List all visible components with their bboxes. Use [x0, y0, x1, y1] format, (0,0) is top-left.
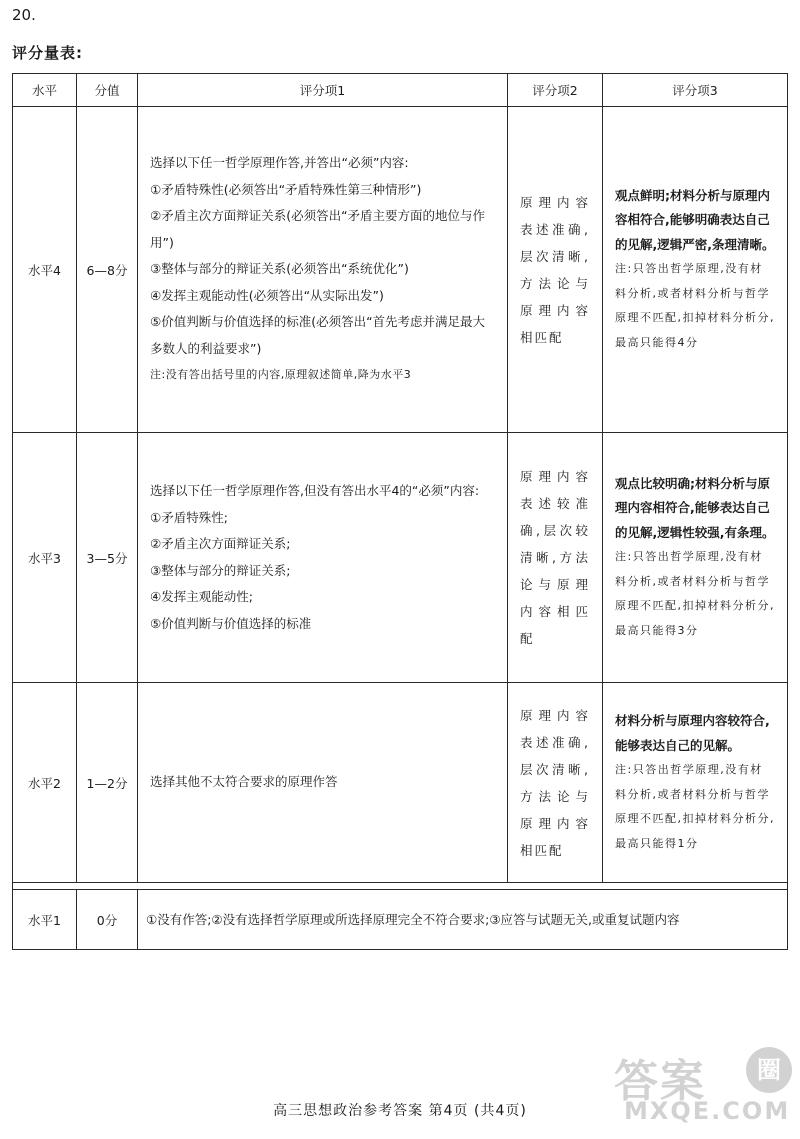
item1-cell — [138, 433, 508, 683]
score-range: 1—2分 — [77, 683, 138, 883]
table-row-level2 — [13, 683, 788, 883]
item1-cell — [138, 107, 508, 433]
rubric-subtitle: 评分量表: — [12, 44, 83, 62]
table-row-level3 — [13, 433, 788, 683]
header-level: 水平 — [13, 74, 77, 107]
item3-note: 注:只答出哲学原理,没有材料分析,或者材料分析与哲学原理不匹配,扣掉材料分析分,最高只能得1分 — [615, 763, 775, 850]
item1-line: ②矛盾主次方面辩证关系(必须答出“矛盾主要方面的地位与作用”) — [150, 208, 486, 250]
item1-line: ③整体与部分的辩证关系; — [150, 562, 291, 578]
item1-line: ③整体与部分的辩证关系(必须答出“系统优化”) — [150, 261, 409, 277]
header-item3: 评分项3 — [603, 74, 788, 107]
item1-line: ①矛盾特殊性(必须答出“矛盾特殊性第三种情形”) — [150, 181, 422, 197]
item3-main: 观点鲜明;材料分析与原理内容相符合,能够明确表达自己的见解,逻辑严密,条理清晰。 — [615, 187, 775, 252]
row-gap — [13, 883, 788, 890]
score-range: 3—5分 — [77, 433, 138, 683]
item1-note: 注:没有答出括号里的内容,原理叙述简单,降为水平3 — [150, 368, 412, 382]
item3-note: 注:只答出哲学原理,没有材料分析,或者材料分析与哲学原理不匹配,扣掉材料分析分,最高只能得3分 — [615, 550, 775, 637]
item2-cell: 原理内容表述准确,层次清晰,方法论与原理内容相匹配 — [508, 683, 603, 883]
watermark-domain: MXQE.COM — [624, 1097, 791, 1125]
score-range: 0分 — [77, 890, 138, 950]
header-item1: 评分项1 — [138, 74, 508, 107]
item1-line: ⑤价值判断与价值选择的标准(必须答出“首先考虑并满足最大多数人的利益要求”) — [150, 314, 486, 356]
watermark-circle: 圈 — [746, 1047, 792, 1093]
item3-main: 观点比较明确;材料分析与原理内容相符合,能够表达自己的见解,逻辑性较强,有条理。 — [615, 475, 775, 540]
level-label: 水平1 — [13, 890, 77, 950]
item1-line: ④发挥主观能动性; — [150, 589, 253, 604]
level-label: 水平3 — [13, 433, 77, 683]
level-label: 水平4 — [13, 107, 77, 433]
score-range: 6—8分 — [77, 107, 138, 433]
item1-line: ②矛盾主次方面辩证关系; — [150, 536, 291, 551]
table-row-level4 — [13, 107, 788, 433]
item2-cell: 原理内容表述准确,层次清晰,方法论与原理内容相匹配 — [508, 107, 603, 433]
page-footer: 高三思想政治参考答案 第4页 (共4页) — [273, 1103, 527, 1119]
item1-intro: 选择以下任一哲学原理作答,并答出“必须”内容: — [150, 155, 409, 171]
header-score: 分值 — [77, 74, 138, 107]
item1-cell: 选择其他不太符合要求的原理作答 — [138, 683, 508, 883]
item2-cell: 原理内容表述较准确,层次较清晰,方法论与原理内容相匹配 — [508, 433, 603, 683]
item1-line: ①矛盾特殊性; — [150, 509, 228, 525]
item3-cell — [603, 683, 788, 883]
item3-note: 注:只答出哲学原理,没有材料分析,或者材料分析与哲学原理不匹配,扣掉材料分析分,最高只能得4分 — [615, 262, 775, 349]
item3-cell — [603, 107, 788, 433]
watermark-text: 答案 — [614, 1056, 706, 1107]
item1-line: ⑤价值判断与价值选择的标准 — [150, 615, 312, 631]
table-row-level1 — [13, 890, 788, 950]
header-item2: 评分项2 — [508, 74, 603, 107]
item3-main: 材料分析与原理内容较符合,能够表达自己的见解。 — [615, 713, 770, 753]
rubric-table — [12, 73, 788, 950]
level-label: 水平2 — [13, 683, 77, 883]
level1-criteria: ①没有作答;②没有选择哲学原理或所选择原理完全不符合要求;③应答与试题无关,或重复试题内容 — [138, 890, 788, 950]
item3-cell — [603, 433, 788, 683]
question-number: 20. — [12, 6, 36, 24]
header-row — [13, 74, 788, 107]
item1-intro: 选择以下任一哲学原理作答,但没有答出水平4的“必须”内容: — [150, 483, 480, 498]
item1-line: ④发挥主观能动性(必须答出“从实际出发”) — [150, 287, 384, 303]
